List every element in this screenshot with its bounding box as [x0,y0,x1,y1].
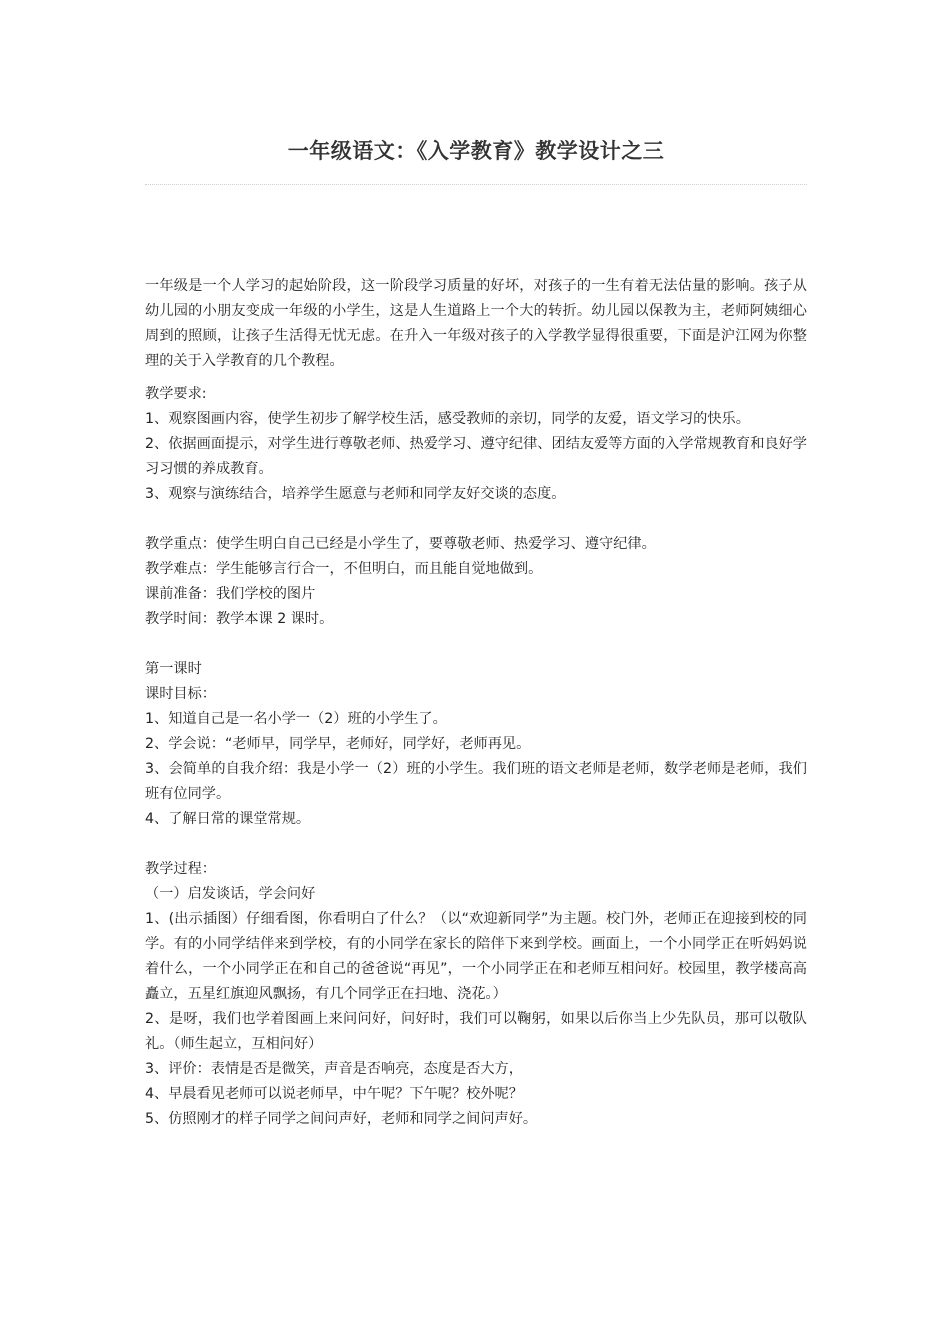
spacer [145,374,807,382]
goal-item: 4、了解日常的课堂常规。 [145,811,311,827]
document-title: 一年级语文：《入学教育》教学设计之三 [287,139,665,163]
spacer [145,832,807,857]
requirements-heading: 教学要求: [145,386,207,402]
goals-heading: 课时目标： [145,686,216,702]
process-item: 4、早晨看见老师可以说老师早，中午呢？下午呢？校外呢？ [145,1086,523,1102]
difficulty-line: 教学难点：学生能够言行合一，不但明白，而且能自觉地做到。 [145,561,543,577]
lesson-heading: 第一课时 [145,661,202,677]
title-divider [145,184,807,185]
goal-item: 2、学会说：“老师早，同学早，老师好，同学好，老师再见。 [145,736,531,752]
time-line: 教学时间：教学本课 2 课时。 [145,611,334,627]
preparation-line: 课前准备：我们学校的图片 [145,586,316,602]
intro-paragraph: 一年级是一个人学习的起始阶段，这一阶段学习质量的好坏，对孩子的一生有着无法估量的影响。孩子从幼儿园的小朋友变成一年级的小学生，这是人生道路上一个大的转折。幼儿园以保教为主，老师阿姨细心周到的照顾，让孩子生活得无忧无虑。在升入一年级对孩子的入学教学显得很重要，下面是沪江网为你整理的关于入学教育的几个教程。 [145,278,807,369]
requirement-item: 3、观察与演练结合，培养学生愿意与老师和同学友好交谈的态度。 [145,486,566,502]
key-point-line: 教学重点：使学生明白自己已经是小学生了，要尊敬老师、热爱学习、遵守纪律。 [145,536,656,552]
goal-item: 3、会简单的自我介绍：我是小学一（2）班的小学生。我们班的语文老师是老师，数学老师是老师，我们班有位同学。 [145,761,807,802]
goal-item: 1、知道自己是一名小学一（2）班的小学生了。 [145,711,447,727]
process-item: 5、仿照刚才的样子同学之间问声好，老师和同学之间问声好。 [145,1111,538,1127]
process-item: 3、评价：表情是否是微笑，声音是否响亮，态度是否大方， [145,1061,523,1077]
process-section-heading: （一）启发谈话，学会问好 [145,886,316,902]
spacer [145,632,807,657]
requirement-item: 1、观察图画内容，使学生初步了解学校生活，感受教师的亲切，同学的友爱，语文学习的快乐。 [145,411,750,427]
process-heading: 教学过程： [145,861,216,877]
spacer [145,507,807,532]
process-item: 2、是呀，我们也学着图画上来问问好，问好时，我们可以鞠躬，如果以后你当上少先队员，那可以敬队礼。（师生起立，互相问好） [145,1011,807,1052]
requirement-item: 2、依据画面提示，对学生进行尊敬老师、热爱学习、遵守纪律、团结友爱等方面的入学常规教育和良好学习习惯的养成教育。 [145,436,807,477]
document-body [145,274,807,1132]
process-item: 1、(出示插图）仔细看图，你看明白了什么？（以“欢迎新同学”为主题。校门外，老师正在迎接到校的同学。有的小同学结伴来到学校，有的小同学在家长的陪伴下来到学校。画面上，一个小同学正在听妈妈说着什么，一个小同学正在和自己的爸爸说“再见”，一个小同学正在和老师互相问好。校园里，教学楼高高矗立，五星红旗迎风飘扬，有几个同学正在扫地、浇花。） [145,911,807,1002]
